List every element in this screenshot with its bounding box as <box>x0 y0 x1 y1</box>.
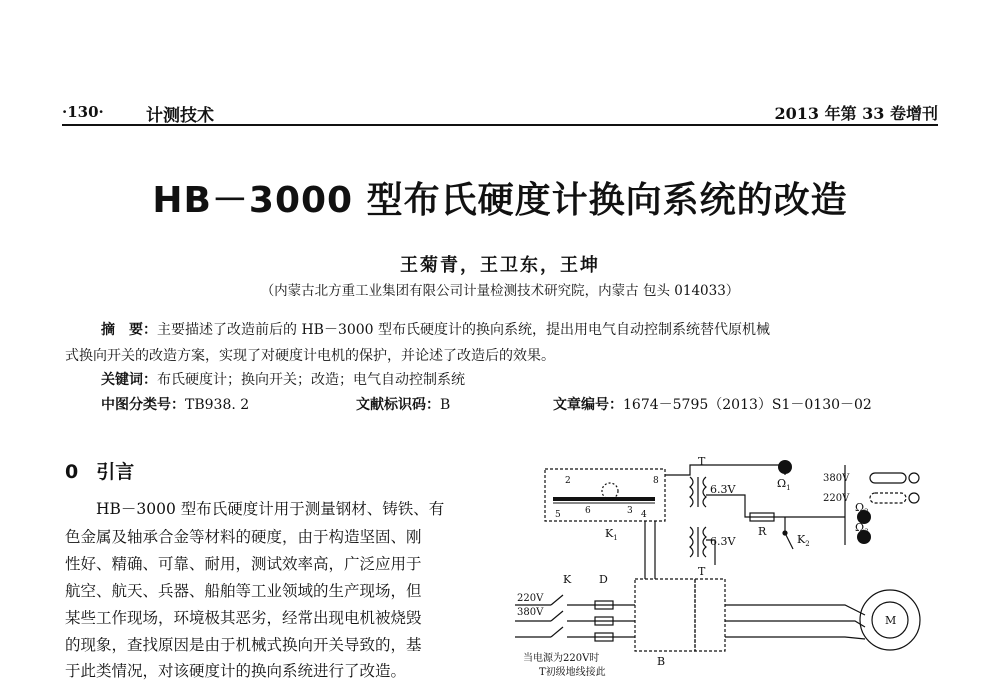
label-omega2: $\Omega_2$ <box>855 501 869 516</box>
lamp-omega1 <box>778 460 792 474</box>
keywords-label: 关键词： <box>101 372 157 388</box>
switch-k-1 <box>551 595 563 605</box>
label-k2: $K_2$ <box>797 533 810 548</box>
fuse-380v <box>870 473 906 483</box>
abstract-label: 摘 要： <box>101 322 157 338</box>
body-line-7: 于此类情况，对该硬度计的换向系统进行了改造。 <box>65 662 407 680</box>
issue-info: 2013 年第 33 卷增刊 <box>774 104 938 123</box>
label-terminal-4: 4 <box>641 510 647 520</box>
wire-r <box>706 495 805 517</box>
label-d: D <box>599 573 608 586</box>
section-heading <box>65 457 134 484</box>
motor-wire-2 <box>725 621 865 627</box>
switch-k-2 <box>551 611 563 621</box>
label-omega1: $\Omega_1$ <box>777 477 791 492</box>
art-label: 文章编号： <box>553 397 623 413</box>
body-line-2: 色金属及轴承合金等材料的硬度，由于构造坚固、刚 <box>65 528 422 546</box>
abstract-line-1 <box>65 319 770 339</box>
switch-box-k1 <box>545 469 665 521</box>
section-title: 引言 <box>96 461 135 483</box>
k2-blade <box>785 533 793 549</box>
clc-number <box>101 394 249 414</box>
label-terminal-5: 5 <box>555 510 561 520</box>
motor-wire-3 <box>725 637 865 639</box>
label-m: M <box>885 614 897 627</box>
transformer-bottom-primary <box>690 527 693 557</box>
label-omega3: $\Omega_3$ <box>855 521 869 536</box>
abstract-line-2: 式换向开关的改造方案，实现了对硬度计电机的保护，并论述了改造后的效果。 <box>65 348 555 364</box>
affiliation: （内蒙古北方重工业集团有限公司计量检测技术研究院，内蒙古 包头 014033） <box>260 283 740 299</box>
abstract-text-1: 主要描述了改造前后的 HB－3000 型布氏硬度计的换向系统，提出用电气自动控制系统替代原机械 <box>157 322 771 338</box>
switch-pivot <box>602 483 618 499</box>
label-63v-top: 6.3V <box>710 483 736 496</box>
keywords-text: 布氏硬度计；换向开关；改造；电气自动控制系统 <box>157 372 465 388</box>
journal-name: 计测技术 <box>146 106 214 126</box>
clc-label: 中图分类号： <box>101 397 185 413</box>
wire-top <box>665 465 785 475</box>
body-line-1: HB－3000 型布氏硬度计用于测量钢材、铸铁、有 <box>96 500 445 518</box>
label-k1: $K_1$ <box>605 527 618 542</box>
authors: 王菊青，王卫东，王坤 <box>400 255 600 276</box>
document-code <box>356 394 450 414</box>
body-line-6: 的现象，查找原因是由于机械式换向开关导致的，基 <box>65 636 422 654</box>
label-380v-left: 380V <box>517 607 544 618</box>
label-k: K <box>563 573 572 586</box>
header-rule <box>62 124 938 126</box>
label-220v-left: 220V <box>517 593 544 604</box>
terminal-220v <box>909 493 919 503</box>
circuit-diagram <box>515 455 935 681</box>
doc-value: B <box>440 397 451 413</box>
label-380v-right: 380V <box>823 473 850 484</box>
switch-k-3 <box>551 627 563 637</box>
label-r: R <box>758 525 767 538</box>
label-terminal-2: 2 <box>565 476 571 486</box>
motor-wire-1 <box>725 605 865 615</box>
transformer-top-secondary <box>703 477 706 507</box>
terminal-380v <box>909 473 919 483</box>
clc-value: TB938. 2 <box>185 397 250 413</box>
label-b: B <box>657 655 666 668</box>
body-line-3: 性好、精确、可靠、耐用，测试效率高，广泛应用于 <box>65 555 422 573</box>
keywords-line <box>101 369 465 389</box>
label-220v-right: 220V <box>823 493 850 504</box>
transformer-bottom-secondary <box>703 527 706 557</box>
label-63v-bottom: 6.3V <box>710 535 736 548</box>
article-number <box>553 394 872 414</box>
label-terminal-6: 6 <box>585 506 591 516</box>
figure-note-2: T初级地线接此 <box>539 667 606 678</box>
fuse-220v <box>870 493 906 503</box>
label-t-bottom: T <box>698 565 706 578</box>
paper-title: HB－3000 型布氏硬度计换向系统的改造 <box>152 180 848 221</box>
body-line-4: 航空、航天、兵器、船舶等工业领域的生产现场，但 <box>65 582 422 600</box>
section-number: 0 <box>65 461 79 483</box>
label-t-top: T <box>698 455 706 468</box>
transformer-top-primary <box>690 477 693 507</box>
k2-contact <box>783 531 787 535</box>
doc-label: 文献标识码： <box>356 397 440 413</box>
art-value: 1674－5795（2013）S1－0130－02 <box>623 397 872 413</box>
body-line-5: 某些工作现场，环境极其恶劣，经常出现电机被烧毁 <box>65 609 422 627</box>
page-number: ·130· <box>62 103 104 121</box>
contactor-box-right <box>695 579 725 651</box>
figure-note-1: 当电源为220V时 <box>523 653 600 664</box>
label-terminal-3: 3 <box>627 506 633 516</box>
contactor-box <box>635 579 695 651</box>
label-terminal-8: 8 <box>653 476 659 486</box>
